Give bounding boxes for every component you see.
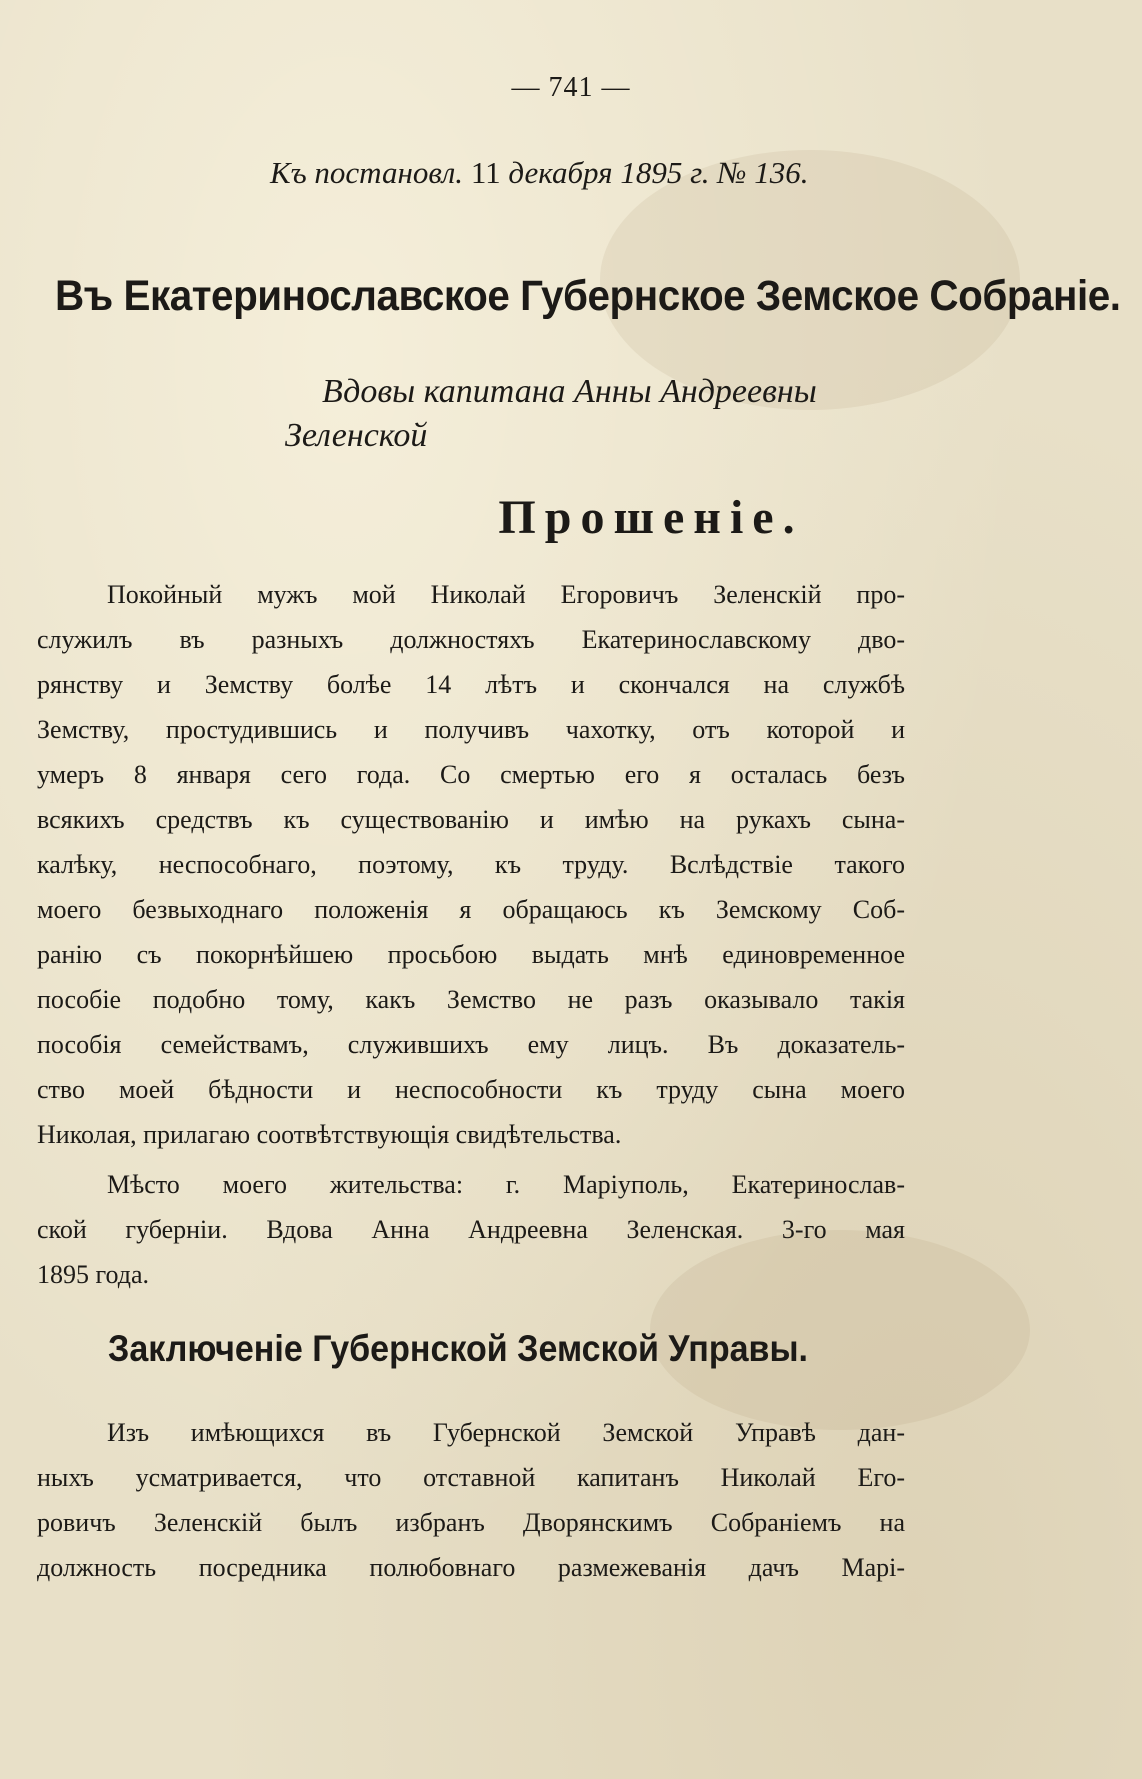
petition-line: рянству и Земству болѣе 14 лѣтъ и скончался на службѣ <box>37 670 905 699</box>
petition-line: Николая, прилагаю соотвѣтствующія свидѣтельства. <box>37 1120 622 1149</box>
petitioner-line-1: Вдовы капитана Анны Андреевны <box>322 373 817 410</box>
reference-number: 136. <box>754 155 809 190</box>
petition-line: пособія семействамъ, служившихъ ему лицъ. Въ доказатель- <box>37 1030 905 1059</box>
conclusion-text <box>37 1410 905 1590</box>
petition-line: Земству, простудившись и получивъ чахотку, отъ которой и <box>37 715 905 744</box>
conclusion-line: должность посредника полюбовнаго размежеванія дачъ Марі- <box>37 1553 905 1582</box>
addressed-assembly-heading: Въ Екатеринославское Губернское Земское Собраніе. <box>55 272 1121 320</box>
residence-line: ской губерніи. Вдова Анна Андреевна Зеленская. 3-го мая <box>37 1215 905 1244</box>
residence-line: Мѣсто моего жительства: г. Маріуполь, Екатеринослав- <box>107 1170 905 1199</box>
conclusion-line: Изъ имѣющихся въ Губернской Земской Управѣ дан- <box>107 1418 905 1447</box>
reference-year-suffix: г. <box>690 155 710 190</box>
reference-month: декабря <box>508 155 613 190</box>
petition-line: моего безвыходнаго положенія я обращаюсь къ Земскому Соб- <box>37 895 905 924</box>
residence-paragraph <box>37 1162 905 1297</box>
petition-line: умеръ 8 января сего года. Со смертью его я осталась безъ <box>37 760 905 789</box>
petition-title: Прошеніе. <box>498 491 804 544</box>
petition-line: ство моей бѣдности и неспособности къ труду сына моего <box>37 1075 905 1104</box>
petition-line: калѣку, неспособнаго, поэтому, къ труду. Вслѣдствіе такого <box>37 850 905 879</box>
petition-text <box>37 572 905 1157</box>
conclusion-heading: Заключеніе Губернской Земской Управы. <box>108 1328 809 1369</box>
petition-line: ранію съ покорнѣйшею просьбою выдать мнѣ единовременное <box>37 940 905 969</box>
petitioner-line <box>285 370 922 458</box>
residence-line: 1895 года. <box>37 1260 150 1289</box>
reference-number-sign: № <box>717 155 747 190</box>
petition-line: служилъ въ разныхъ должностяхъ Екатеринославскому дво- <box>37 625 905 654</box>
reference-prefix: Къ постановл. <box>270 155 464 190</box>
petition-line: Покойный мужъ мой Николай Егоровичъ Зеленскій про- <box>107 580 905 609</box>
conclusion-line: ровичъ Зеленскій былъ избранъ Дворянскимъ Собраніемъ на <box>37 1508 905 1537</box>
resolution-reference <box>270 155 890 191</box>
petition-line: всякихъ средствъ къ существованію и имѣю на рукахъ сына- <box>37 805 905 834</box>
reference-day: 11 <box>470 155 501 190</box>
petition-line: пособіе подобно тому, какъ Земство не разъ оказывало такія <box>37 985 905 1014</box>
reference-year: 1895 <box>620 155 683 190</box>
conclusion-line: ныхъ усматривается, что отставной капитанъ Николай Его- <box>37 1463 905 1492</box>
petitioner-line-2: Зеленской <box>285 417 428 454</box>
page-number: — 741 — <box>511 72 631 103</box>
